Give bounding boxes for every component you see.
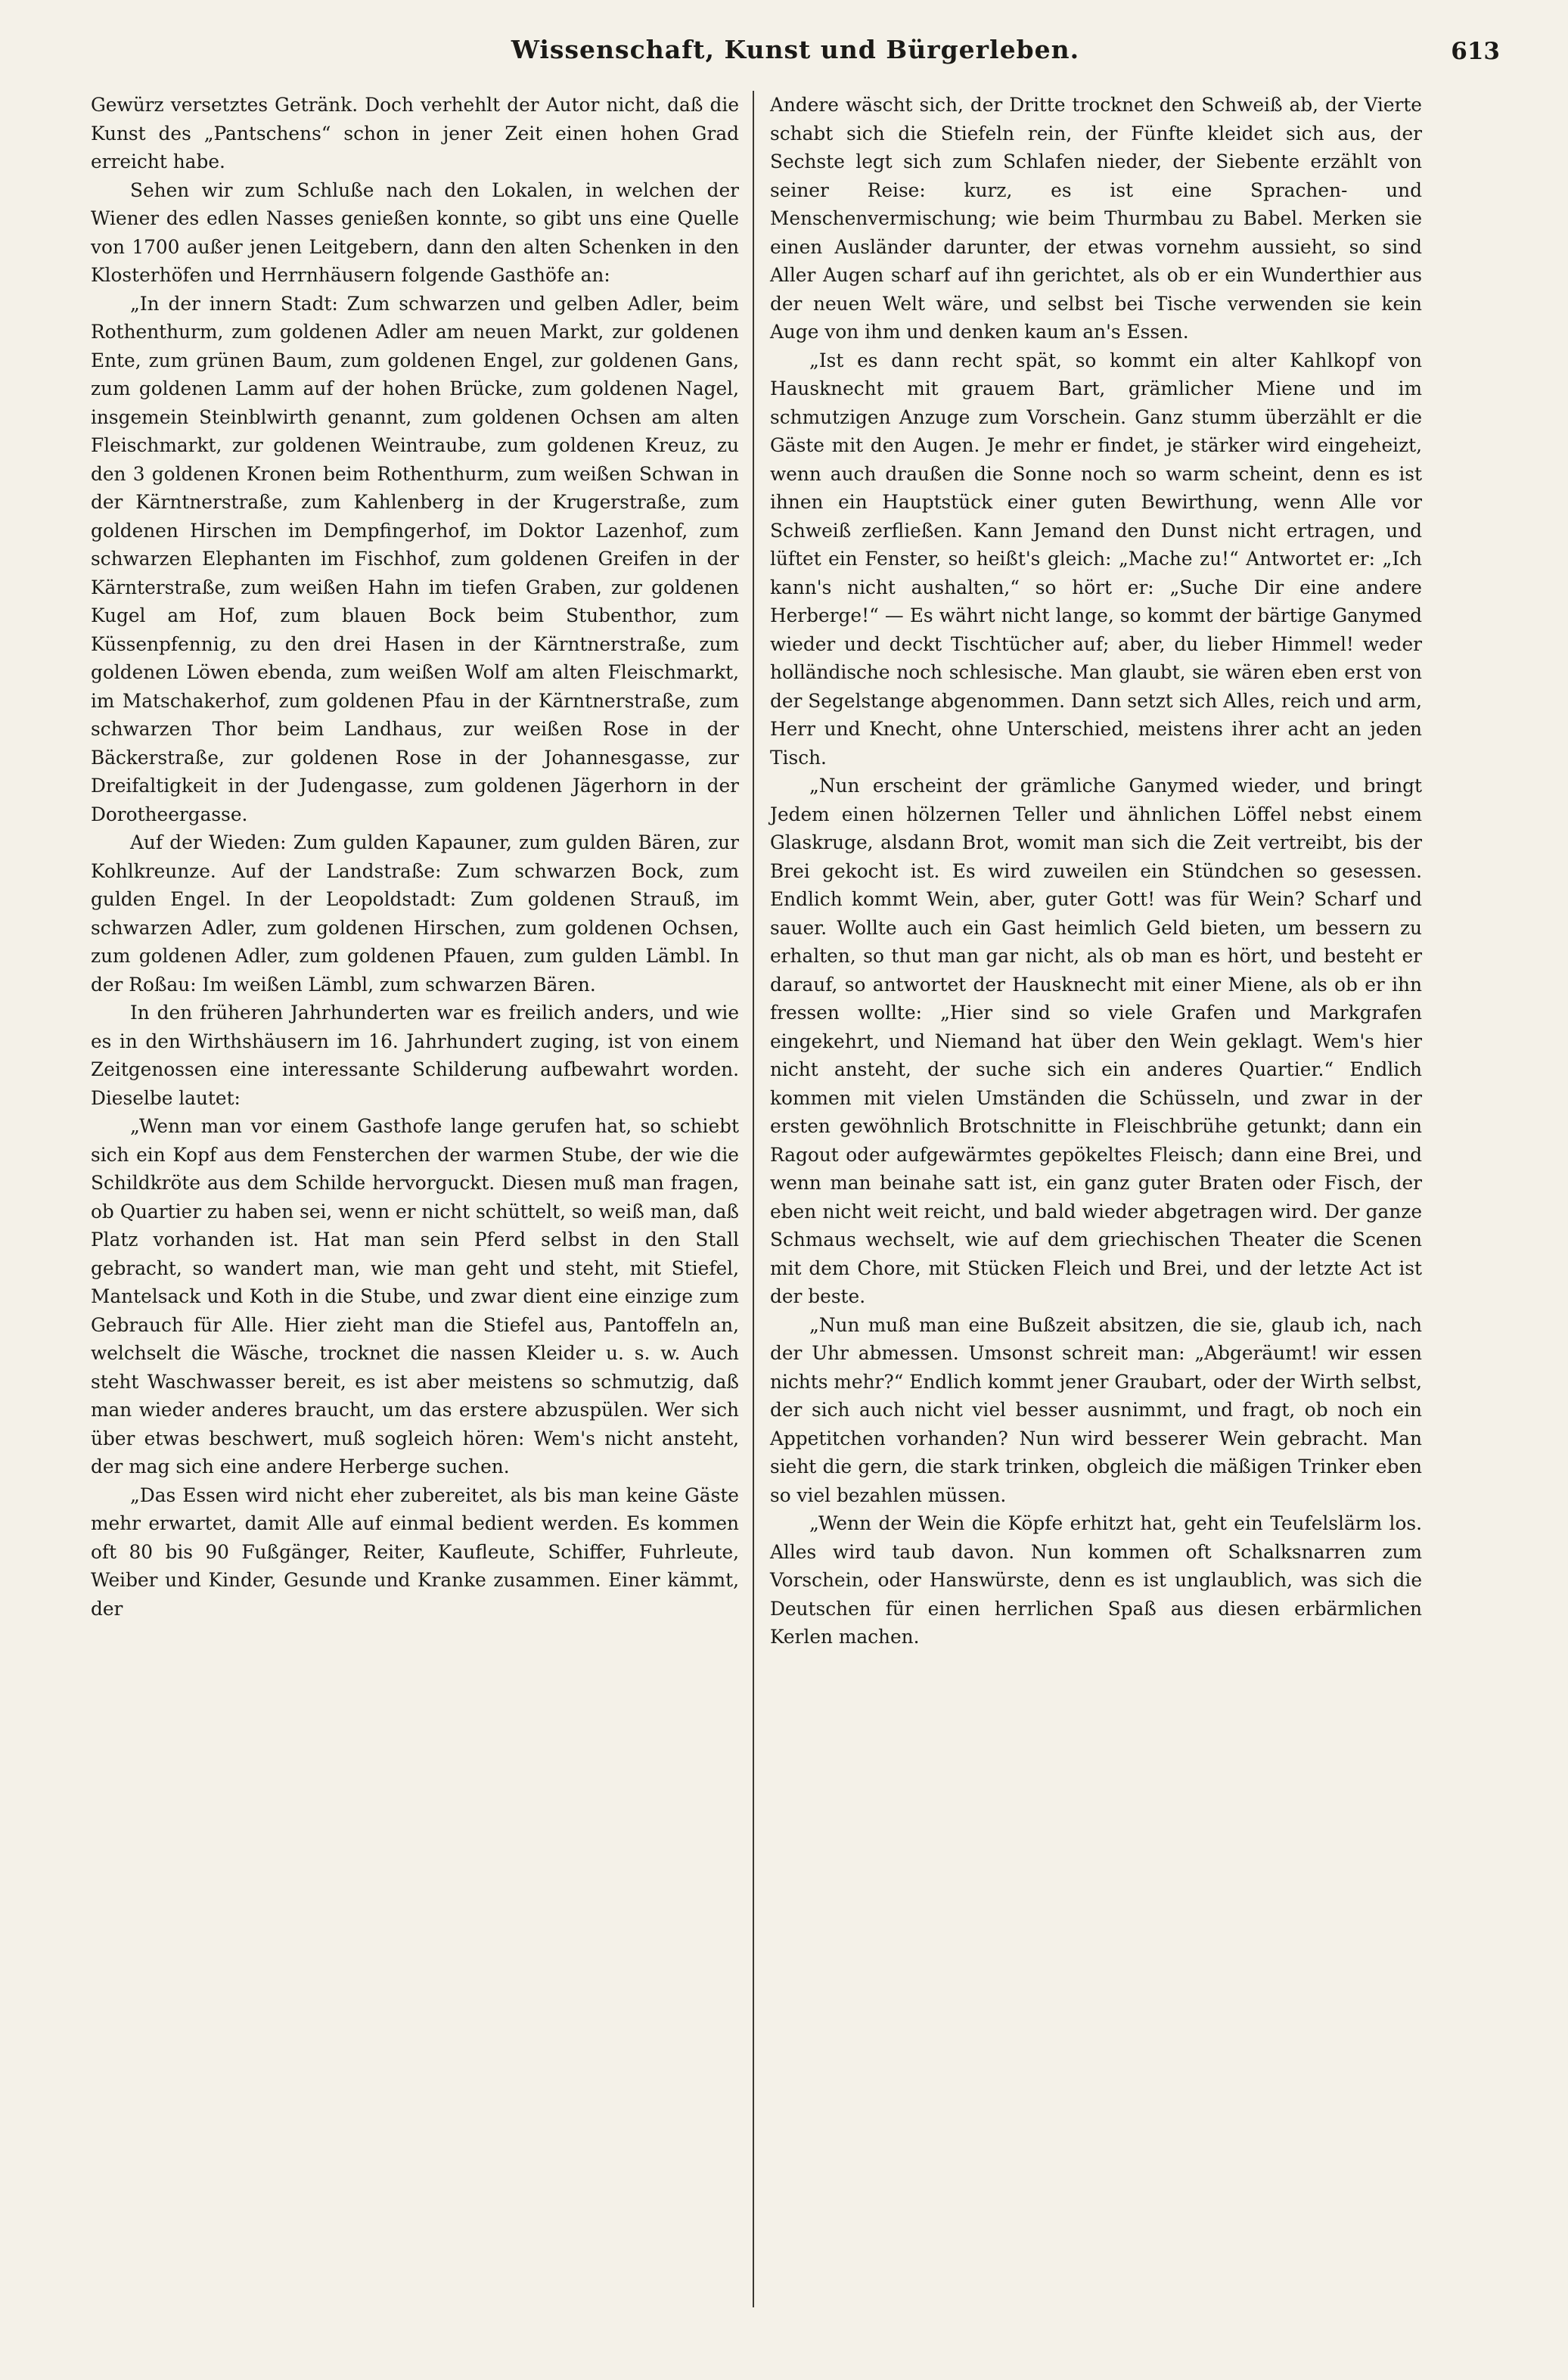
left-column (91, 91, 739, 1623)
paragraph: Andere wäscht sich, der Dritte trocknet den Schweiß ab, der Vierte schabt sich die Stiefeln rein, der Fünfte kleidet sich aus, der Sechste legt sich zum Schlafen nieder, der Siebente erzählt von seiner Reise: kurz, es ist eine Sprachen- und Menschenvermischung; wie beim Thurmbau zu Babel. Merken sie einen Ausländer darunter, der etwas vornehm aussieht, so sind Aller Augen scharf auf ihn gerichtet, als ob er ein Wunderthier aus der neuen Welt wäre, und selbst bei Tische verwenden sie kein Auge von ihm und denken kaum an's Essen. (770, 94, 1422, 343)
paragraph: „Nun erscheint der grämliche Ganymed wieder, und bringt Jedem einen hölzernen Teller und ähnlichen Löffel nebst einem Glaskruge, alsdann Brot, womit man sich die Zeit vertreibt, bis der Brei gekocht ist. Es wird zuweilen ein Stündchen so gesessen. Endlich kommt Wein, aber, guter Gott! was für Wein? Scharf und sauer. Wollte auch ein Gast heimlich Geld bieten, um bessern zu erhalten, so thut man gar nicht, als ob man es hört, und besteht er darauf, so antwortet der Hausknecht mit einer Miene, als ob er ihn fressen wollte: „Hier sind so viele Grafen und Markgrafen eingekehrt, und Niemand hat über den Wein geklagt. Wem's hier nicht ansteht, der suche sich ein anderes Quartier.“ Endlich kommen mit vielen Umständen die Schüsseln, und zwar in der ersten gewöhnlich Brotschnitte in Fleischbrühe getunkt; dann ein Ragout oder aufgewärmtes gepökeltes Fleisch; dann eine Brei, und wenn man beinahe satt ist, ein ganz guter Braten oder Fisch, der eben nicht weit reicht, und bald wieder abgetragen wird. Der ganze Schmaus wechselt, wie auf dem griechischen Theater die Scenen mit dem Chore, mit Stücken Fleich und Brei, und der letzte Act ist der beste. (770, 775, 1422, 1307)
paragraph: „Das Essen wird nicht eher zubereitet, als bis man keine Gäste mehr erwartet, damit Alle auf einmal bedient werden. Es kommen oft 80 bis 90 Fußgänger, Reiter, Kaufleute, Schiffer, Fuhrleute, Weiber und Kinder, Gesunde und Kranke zusammen. Einer kämmt, der (91, 1484, 739, 1620)
paragraph: „In der innern Stadt: Zum schwarzen und gelben Adler, beim Rothenthurm, zum goldenen Adler am neuen Markt, zur goldenen Ente, zum grünen Baum, zum goldenen Engel, zur goldenen Gans, zum goldenen Lamm auf der hohen Brücke, zum goldenen Nagel, insgemein Steinblwirth genannt, zum goldenen Ochsen am alten Fleischmarkt, zur goldenen Weintraube, zum goldenen Kreuz, zu den 3 goldenen Kronen beim Rothenthurm, zum weißen Schwan in der Kärntnerstraße, zum Kahlenberg in der Krugerstraße, zum goldenen Hirschen im Dempfingerhof, im Doktor Lazenhof, zum schwarzen Elephanten im Fischhof, zum goldenen Greifen in der Kärnterstraße, zum weißen Hahn im tiefen Graben, zur goldenen Kugel am Hof, zum blauen Bock beim Stubenthor, zum Küssenpfennig, zu den drei Hasen in der Kärntnerstraße, zum goldenen Löwen ebenda, zum weißen Wolf am alten Fleischmarkt, im Matschakerhof, zum goldenen Pfau in der Kärntnerstraße, zum schwarzen Thor beim Landhaus, zur weißen Rose in der Bäckerstraße, zur goldenen Rose in der Johannesgasse, zur Dreifaltigkeit in der Judengasse, zum goldenen Jägerhorn in der Dorotheergasse. (91, 292, 739, 825)
running-title: Wissenschaft, Kunst und Bürgerleben. (511, 35, 1080, 64)
paragraph: „Wenn man vor einem Gasthofe lange gerufen hat, so schiebt sich ein Kopf aus dem Fensterchen der warmen Stube, der wie die Schildkröte aus dem Schilde hervorguckt. Diesen muß man fragen, ob Quartier zu haben sei, wenn er nicht schüttelt, so weiß man, daß Platz vorhanden ist. Hat man sein Pferd selbst in den Stall gebracht, so wandert man, wie man geht und steht, mit Stiefel, Mantelsack und Koth in die Stube, und zwar dient eine einzige zum Gebrauch für Alle. Hier zieht man die Stiefel aus, Pantoffeln an, welchselt die Wäsche, trocknet die nassen Kleider u. s. w. Auch steht Waschwasser bereit, es ist aber meistens so schmutzig, daß man wieder anderes braucht, um das erstere abzuspülen. Wer sich über etwas beschwert, muß sogleich hören: Wem's nicht ansteht, der mag sich eine andere Herberge suchen. (91, 1115, 739, 1477)
page-number: 613 (1451, 38, 1500, 65)
paragraph: In den früheren Jahrhunderten war es freilich anders, und wie es in den Wirthshäusern im 16. Jahrhundert zuging, ist von einem Zeitgenossen eine interessante Schilderung aufbewahrt worden. Dieselbe lautet: (91, 1002, 739, 1109)
paragraph: „Wenn der Wein die Köpfe erhitzt hat, geht ein Teufelslärm los. Alles wird taub davon. Nun kommen oft Schalksnarren zum Vorschein, oder Hanswürste, denn es ist unglaublich, was sich die Deutschen für einen herrlichen Spaß aus diesen erbärmlichen Kerlen machen. (770, 1512, 1422, 1648)
right-column (770, 91, 1422, 1651)
paragraph: „Nun muß man eine Bußzeit absitzen, die sie, glaub ich, nach der Uhr abmessen. Umsonst schreit man: „Abgeräumt! wir essen nichts mehr?“ Endlich kommt jener Graubart, oder der Wirth selbst, der sich auch nicht viel besser ausnimmt, und fragt, ob noch ein Appetitchen vorhanden? Nun wird besserer Wein gebracht. Man sieht die gern, die stark trinken, obgleich die mäßigen Trinker eben so viel bezahlen müssen. (770, 1313, 1422, 1506)
page-header (91, 35, 1500, 80)
paragraph: Sehen wir zum Schluße nach den Lokalen, in welchen der Wiener des edlen Nasses genießen konnte, so gibt uns eine Quelle von 1700 außer jenen Leitgebern, dann den alten Schenken in den Klosterhöfen und Herrnhäusern folgende Gasthöfe an: (91, 179, 739, 286)
paragraph: Gewürz versetztes Getränk. Doch verhehlt der Autor nicht, daß die Kunst des „Pantschens“ schon in jener Zeit einen hohen Grad erreicht habe. (91, 94, 739, 172)
paragraph: „Ist es dann recht spät, so kommt ein alter Kahlkopf von Hausknecht mit grauem Bart, grämlicher Miene und im schmutzigen Anzuge zum Vorschein. Ganz stumm überzählt er die Gäste mit den Augen. Je mehr er findet, je stärker wird eingeheizt, wenn auch draußen die Sonne noch so warm scheint, denn es ist ihnen ein Hauptstück einer guten Bewirthung, wenn Alle vor Schweiß zerfließen. Kann Jemand den Dunst nicht ertragen, und lüftet ein Fenster, so heißt's gleich: „Mache zu!“ Antwortet er: „Ich kann's nicht aushalten,“ so hört er: „Suche Dir eine andere Herberge!“ — Es währt nicht lange, so kommt der bärtige Ganymed wieder und deckt Tischtücher auf; aber, du lieber Himmel! weder holländische noch schlesische. Man glaubt, sie wären eben erst von der Segelstange abgenommen. Dann setzt sich Alles, reich und arm, Herr und Knecht, ohne Unterschied, meistens ihrer acht an jeden Tisch. (770, 349, 1422, 769)
column-divider (753, 91, 754, 2307)
paragraph: Auf der Wieden: Zum gulden Kapauner, zum gulden Bären, zur Kohlkreunze. Auf der Landstraße: Zum schwarzen Bock, zum gulden Engel. In der Leopoldstadt: Zum goldenen Strauß, im schwarzen Adler, zum goldenen Hirschen, zum goldenen Ochsen, zum goldenen Adler, zum goldenen Pfauen, zum gulden Lämbl. In der Roßau: Im weißen Lämbl, zum schwarzen Bären. (91, 831, 739, 996)
